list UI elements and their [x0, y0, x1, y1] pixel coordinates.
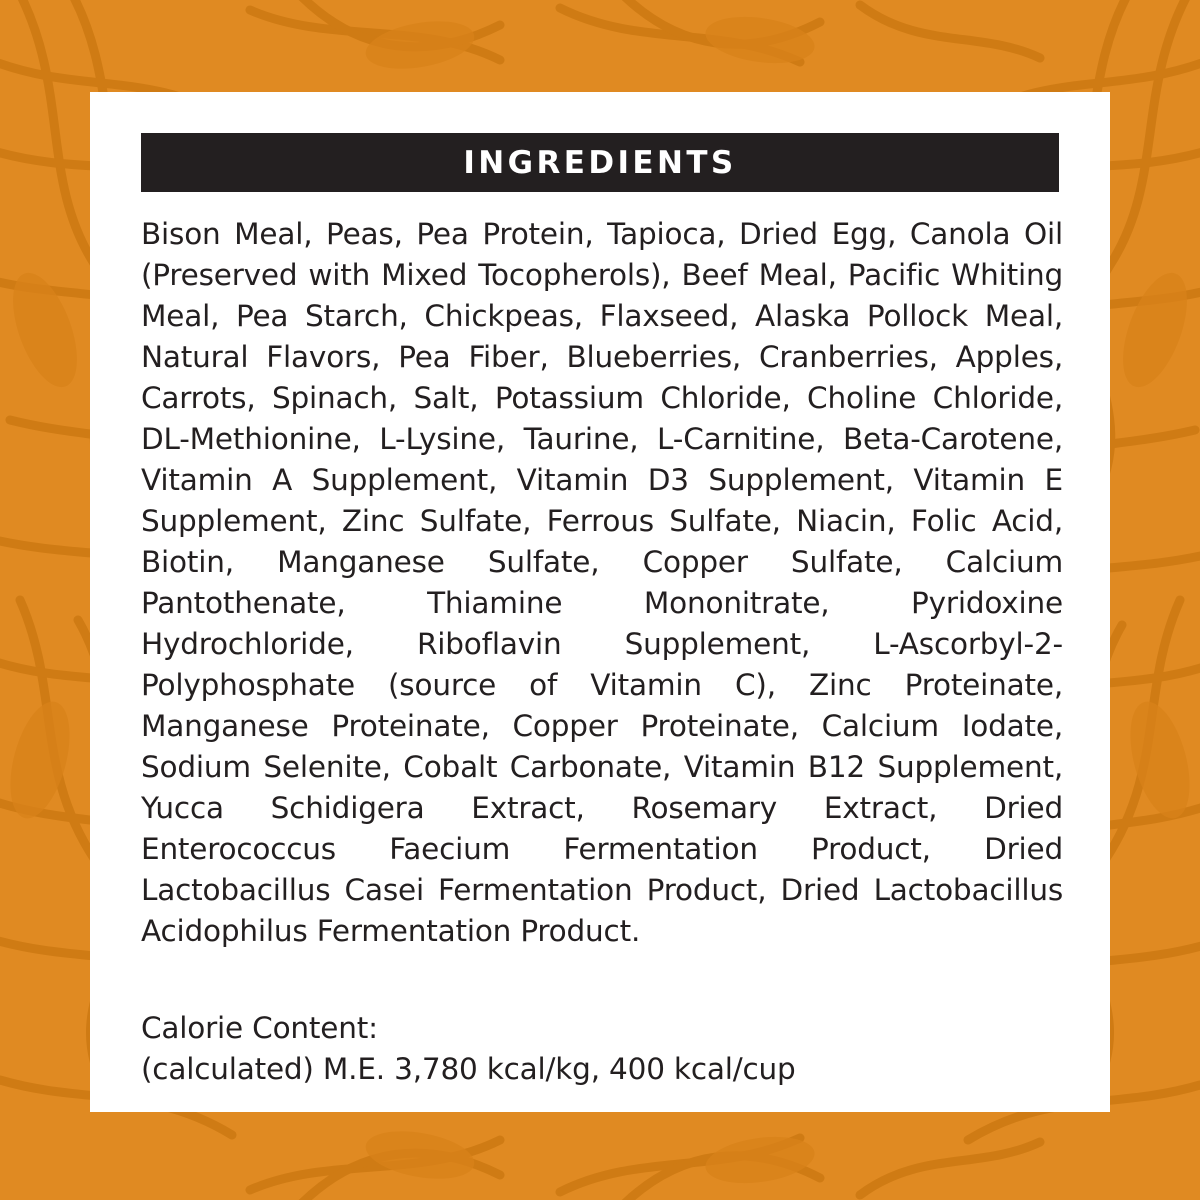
page-title: INGREDIENTS	[463, 144, 737, 181]
calorie-content-block	[141, 1008, 1063, 1090]
calorie-content-label: Calorie Content:	[141, 1011, 378, 1045]
ingredients-card	[90, 92, 1110, 1112]
ingredients-header-bar	[141, 133, 1059, 192]
ingredients-paragraph: Bison Meal, Peas, Pea Protein, Tapioca, Dried Egg, Canola Oil (Preserved with Mixed Tocopherols), Beef Meal, Pacific Whiting Meal, Pea Starch, Chickpeas, Flaxseed, Alaska Pollock Meal, Natural Flavors, Pea Fiber, Blueberries, Cranberries, Apples, Carrots, Spinach, Salt, Potassium Chloride, Choline Chloride, DL-Methionine, L-Lysine, Taurine, L-Carnitine, Beta-Carotene, Vitamin A Supplement, Vitamin D3 Supplement, Vitamin E Supplement, Zinc Sulfate, Ferrous Sulfate, Niacin, Folic Acid, Biotin, Manganese Sulfate, Copper Sulfate, Calcium Pantothenate, Thiamine Mononitrate, Pyridoxine Hydrochloride, Riboflavin Supplement, L-Ascorbyl-2-Polyphosphate (source of Vitamin C), Zinc Proteinate, Manganese Proteinate, Copper Proteinate, Calcium Iodate, Sodium Selenite, Cobalt Carbonate, Vitamin B12 Supplement, Yucca Schidigera Extract, Rosemary Extract, Dried Enterococcus Faecium Fermentation Product, Dried Lactobacillus Casei Fermentation Product, Dried Lactobacillus Acidophilus Fermentation Product.	[141, 217, 1063, 948]
calorie-content-value: (calculated) M.E. 3,780 kcal/kg, 400 kcal/cup	[141, 1052, 796, 1086]
ingredients-body	[141, 214, 1063, 1090]
